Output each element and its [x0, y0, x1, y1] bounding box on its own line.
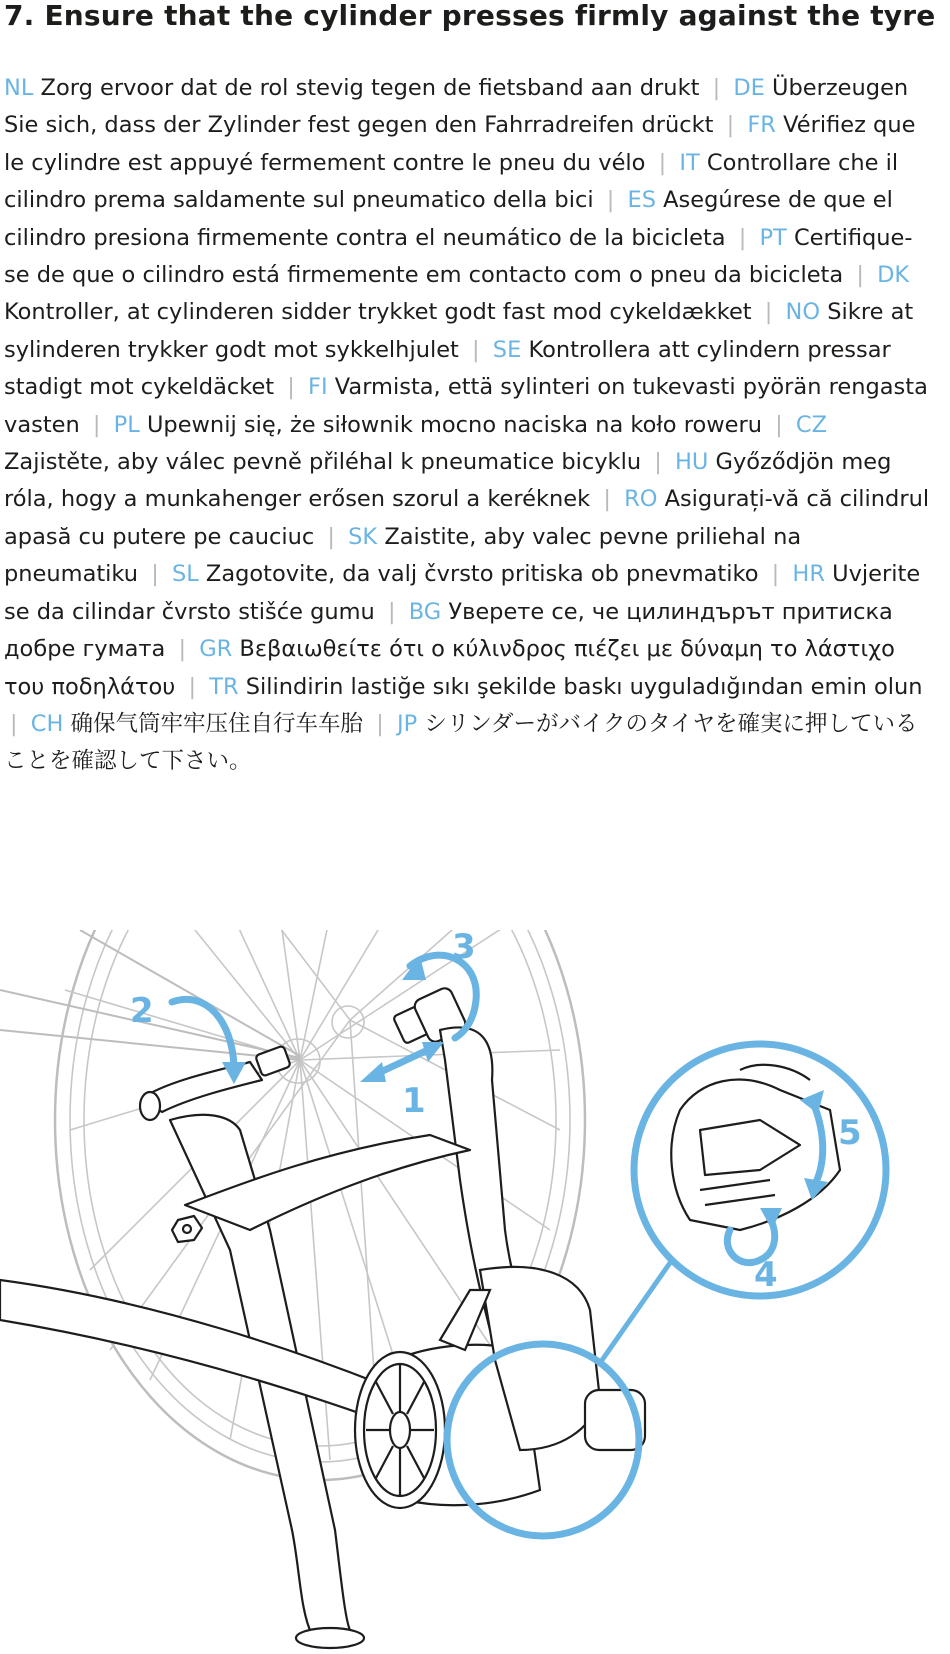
separator: | [658, 149, 667, 176]
separator: | [151, 561, 159, 588]
lang-code-pl: PL [113, 411, 140, 438]
separator: | [178, 636, 187, 663]
translation-gr: Βεβαιωθείτε ότι ο κύλινδρος πιέζει με δύναμη το λάστιχο του ποδηλάτου [4, 636, 895, 700]
translation-es: Asegúrese de que el cilindro presiona firmemente contra el neumático de la bicicleta [4, 187, 893, 251]
separator: | [472, 336, 480, 363]
lang-code-pt: PT [759, 224, 787, 251]
translation-fi: Varmista, että sylinteri on tukevasti pyörän rengasta vasten [4, 374, 928, 438]
translation-pl: Upewnij się, że siłownik mocno naciska na koło roweru [146, 411, 762, 438]
trainer-drawing [0, 930, 950, 1654]
translation-nl: Zorg ervoor dat de rol stevig tegen de fietsband aan drukt [40, 75, 700, 101]
trainer-illustration [0, 930, 950, 1654]
translation-hu: Győződjön meg róla, hogy a munkahenger erősen szorul a keréknek [4, 449, 892, 513]
translation-no: Sikre at sylinderen trykker godt mot sykkelhjulet [4, 299, 914, 363]
lang-code-ro: RO [624, 486, 658, 513]
lang-code-jp: JP [396, 710, 418, 737]
translation-dk: Kontroller, at cylinderen sidder trykket godt fast mod cykeldækket [4, 299, 752, 326]
separator: | [387, 598, 396, 625]
separator: | [856, 262, 864, 289]
separator: | [771, 561, 780, 588]
translation-cz: Zajistěte, aby válec pevně přiléhal k pneumatice bicyklu [4, 449, 642, 476]
separator: | [712, 75, 721, 101]
translation-sk: Zaistite, aby valec pevne priliehal na pneumatiku [4, 523, 802, 588]
lang-code-hr: HR [792, 561, 825, 588]
translation-fr: Vérifiez que le cylindre est appuyé fermement contre le pneu du vélo [4, 112, 916, 176]
separator: | [726, 112, 735, 139]
callout-3: 3 [452, 930, 476, 967]
lang-code-sk: SK [348, 523, 378, 550]
separator: | [603, 486, 611, 513]
lang-code-ch: CH [30, 710, 64, 737]
callout-4: 4 [754, 1255, 778, 1295]
lang-code-se: SE [492, 336, 522, 363]
lang-code-es: ES [627, 187, 656, 214]
arrow-2-icon [172, 999, 246, 1084]
translation-ch: 确保气筒牢牢压住自行车车胎 [70, 710, 364, 737]
separator: | [10, 710, 18, 737]
lang-code-tr: TR [209, 673, 239, 700]
lang-code-de: DE [733, 75, 765, 101]
translation-de: Überzeugen Sie sich, dass der Zylinder fest gegen den Fahrradreifen drückt [4, 75, 909, 139]
separator: | [764, 299, 773, 326]
callout-5: 5 [838, 1113, 862, 1153]
trainer-frame-drawing [0, 986, 525, 1648]
separator: | [92, 411, 101, 438]
resistance-unit-drawing [355, 1267, 645, 1508]
lang-code-gr: GR [199, 636, 233, 663]
translation-jp: シリンダーがバイクのタイヤを確実に押していることを確認して下さい。 [4, 710, 918, 775]
lang-code-bg: BG [408, 598, 442, 625]
translation-bg: Уверете се, че цилиндърът притиска добре гумата [4, 598, 893, 663]
translation-hr: Uvjerite se da cilindar čvrsto stišće gumu [4, 561, 921, 625]
separator: | [376, 710, 384, 737]
lang-code-sl: SL [171, 561, 199, 588]
lang-code-cz: CZ [795, 411, 828, 438]
step-title: 7. Ensure that the cylinder presses firmly against the tyre [4, 0, 936, 32]
lang-code-nl: NL [4, 75, 34, 101]
separator: | [654, 449, 662, 476]
lang-code-no: NO [785, 299, 821, 326]
callout-1: 1 [402, 1081, 426, 1121]
lang-code-fr: FR [747, 112, 776, 139]
separator: | [606, 187, 615, 214]
separator: | [775, 411, 783, 438]
translation-it: Controllare che il cilindro prema saldamente sul pneumatico della bici [4, 149, 899, 214]
lang-code-hu: HU [674, 449, 709, 476]
translation-sl: Zagotovite, da valj čvrsto pritiska ob pnevmatiko [205, 561, 759, 588]
translation-se: Kontrollera att cylindern pressar stadigt mot cykeldäcket [4, 336, 891, 401]
translation-paragraph [4, 70, 934, 781]
lang-code-fi: FI [308, 374, 328, 401]
lang-code-it: IT [679, 149, 700, 176]
translation-ro: Asigurați-vă că cilindrul apasă cu putere pe cauciuc [4, 486, 930, 550]
lang-code-dk: DK [877, 262, 910, 289]
separator: | [738, 224, 747, 251]
separator: | [188, 673, 197, 700]
separator: | [287, 374, 295, 401]
separator: | [327, 523, 335, 550]
callout-2: 2 [130, 991, 154, 1031]
translation-pt: Certifique-se de que o cilindro está firmemente em contacto com o pneu da bicicleta [4, 224, 913, 289]
translation-tr: Silindirin lastiğe sıkı şekilde baskı uyguladığından emin olun [245, 673, 923, 700]
